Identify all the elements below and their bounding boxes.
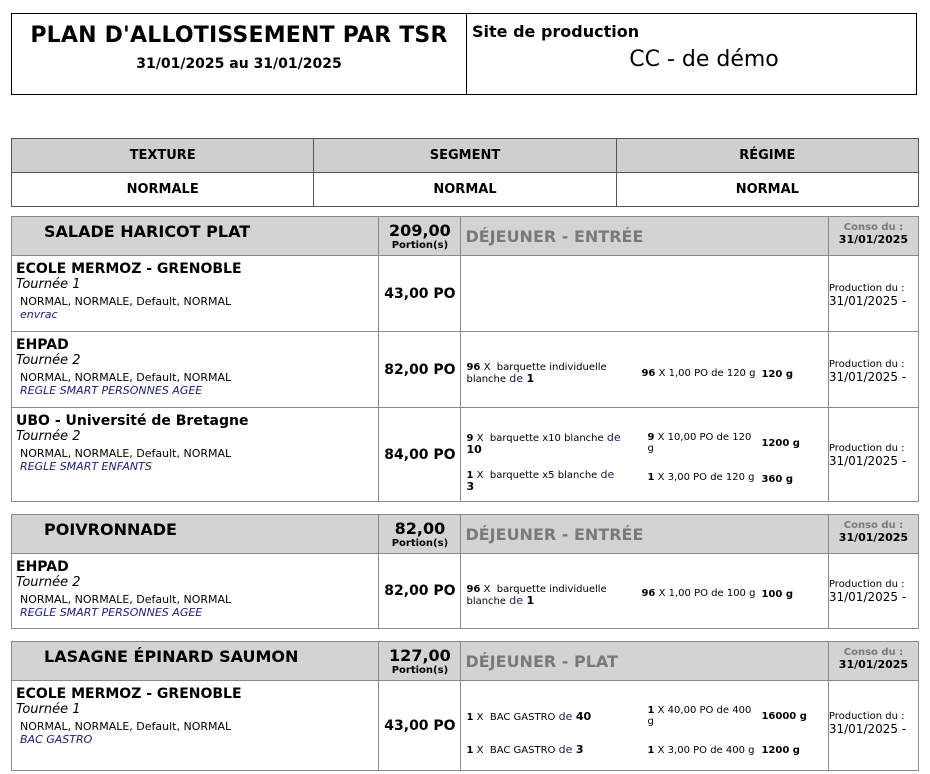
production-label: Production du : (828, 359, 905, 370)
client-packages (461, 332, 828, 408)
client-tour: Tournée 2 (16, 353, 81, 368)
package-times-2: X (657, 705, 665, 716)
package-de-number: 3 (466, 480, 475, 493)
package-times-2: X (658, 588, 666, 599)
client-row (12, 681, 919, 771)
production-date: 31/01/2025 - (828, 294, 907, 308)
package-weight: 100 g (761, 589, 793, 600)
client-tour: Tournée 1 (16, 702, 81, 717)
filter-value-segment: NORMAL (314, 173, 616, 207)
package-de: de (606, 431, 621, 444)
package-count: 9 (466, 433, 474, 444)
client-row (12, 554, 919, 629)
client-name: ECOLE MERMOZ - GRENOBLE (16, 686, 242, 702)
client-tags: NORMAL, NORMALE, Default, NORMAL (20, 295, 232, 308)
product-total: 127,00 (389, 646, 451, 665)
package-times-2: X (657, 432, 665, 443)
client-rule: envrac (20, 308, 58, 321)
client-name: EHPAD (16, 559, 69, 575)
package-label: BAC GASTRO (489, 712, 556, 723)
package-detail (641, 368, 755, 379)
client-quantity: 43,00 PO (379, 256, 461, 332)
package-label-2: blanche (466, 596, 507, 607)
package-desc (466, 584, 626, 607)
client-rule: REGLE SMART ENFANTS (20, 460, 152, 473)
report-header (11, 13, 917, 95)
package-desc (466, 744, 583, 756)
package-detail (647, 705, 752, 727)
package-weight: 16000 g (761, 711, 807, 722)
package-detail (647, 432, 752, 454)
package-weight: 360 g (761, 474, 793, 485)
product-total: 209,00 (389, 221, 451, 240)
package-de-number: 40 (575, 710, 592, 723)
product-meal: DÉJEUNER - ENTRÉE (465, 227, 644, 246)
package-count: 1 (466, 470, 474, 481)
conso-date: 31/01/2025 (838, 531, 909, 544)
package-desc (466, 432, 631, 456)
product-meal: DÉJEUNER - PLAT (465, 652, 618, 671)
package-count: 96 (466, 362, 481, 373)
client-row (12, 256, 919, 332)
client-tour: Tournée 2 (16, 429, 81, 444)
package-de-number: 10 (466, 443, 482, 456)
client-tags: NORMAL, NORMALE, Default, NORMAL (20, 593, 232, 606)
package-count-2: 1 (647, 745, 655, 756)
product-block (11, 641, 919, 771)
client-quantity: 82,00 PO (379, 332, 461, 408)
package-de-number: 1 (526, 594, 535, 607)
package-desc (466, 469, 631, 493)
package-label: barquette x5 blanche (489, 470, 598, 481)
product-header-row (12, 217, 919, 256)
product-total-unit: Portion(s) (391, 538, 449, 549)
client-rule: REGLE SMART PERSONNES AGEE (20, 606, 203, 619)
package-de: de (558, 710, 573, 723)
client-tour: Tournée 2 (16, 575, 81, 590)
package-de-number: 1 (526, 372, 535, 385)
package-label: BAC GASTRO (489, 745, 556, 756)
package-label: barquette individuelle (496, 362, 607, 373)
client-packages (461, 681, 828, 771)
client-tags: NORMAL, NORMALE, Default, NORMAL (20, 720, 232, 733)
report-date-range: 31/01/2025 au 31/01/2025 (136, 56, 342, 72)
production-site-block (467, 14, 916, 94)
package-times: X (476, 470, 484, 481)
production-label: Production du : (828, 711, 905, 722)
package-de: de (509, 594, 523, 607)
report-title-block (12, 14, 467, 94)
product-header-row (12, 642, 919, 681)
package-de: de (509, 372, 523, 385)
product-name: LASAGNE ÉPINARD SAUMON (44, 647, 299, 666)
client-name: UBO - Université de Bretagne (16, 413, 249, 429)
filter-header-segment: SEGMENT (314, 139, 616, 173)
package-desc (466, 362, 626, 385)
filter-header-texture: TEXTURE (12, 139, 314, 173)
production-date: 31/01/2025 - (828, 454, 907, 468)
package-detail (641, 588, 755, 599)
package-label: barquette x10 blanche (489, 433, 604, 444)
package-portion-detail: 10,00 PO de 120 g (647, 432, 752, 454)
client-row (12, 332, 919, 408)
package-times-2: X (658, 368, 666, 379)
package-de: de (600, 468, 615, 481)
package-weight: 120 g (761, 369, 793, 380)
product-name: SALADE HARICOT PLAT (44, 222, 251, 241)
package-weight: 1200 g (761, 745, 800, 756)
package-weight: 1200 g (761, 438, 800, 449)
product-total: 82,00 (394, 519, 446, 538)
filter-value-regime: NORMAL (616, 173, 918, 207)
client-rule: BAC GASTRO (20, 733, 93, 746)
production-date: 31/01/2025 - (828, 590, 907, 604)
package-portion-detail: 3,00 PO de 400 g (667, 745, 755, 756)
production-label: Production du : (828, 579, 905, 590)
package-times: X (483, 362, 491, 373)
package-detail (647, 472, 754, 483)
package-desc (466, 711, 591, 723)
production-site-label: Site de production (472, 22, 640, 41)
product-header-row (12, 515, 919, 554)
package-times: X (483, 584, 491, 595)
conso-label: Conso du : (843, 647, 904, 658)
package-times-2: X (657, 472, 665, 483)
package-de: de (558, 743, 573, 756)
conso-date: 31/01/2025 (838, 233, 909, 246)
filter-value-texture: NORMALE (12, 173, 314, 207)
package-label: barquette individuelle (496, 584, 607, 595)
package-detail (647, 745, 754, 756)
package-times: X (476, 712, 484, 723)
production-label: Production du : (828, 283, 905, 294)
report-title: PLAN D'ALLOTISSEMENT PAR TSR (30, 23, 448, 48)
filter-header-regime: RÉGIME (616, 139, 918, 173)
package-times: X (476, 745, 484, 756)
package-count-2: 1 (647, 472, 655, 483)
client-name: ECOLE MERMOZ - GRENOBLE (16, 261, 242, 277)
package-count: 1 (466, 745, 474, 756)
package-count-2: 96 (641, 368, 656, 379)
conso-label: Conso du : (843, 222, 904, 233)
client-packages (461, 554, 828, 629)
client-tour: Tournée 1 (16, 277, 81, 292)
client-quantity: 82,00 PO (379, 554, 461, 629)
conso-label: Conso du : (843, 520, 904, 531)
product-meal: DÉJEUNER - ENTRÉE (465, 525, 644, 544)
package-count-2: 9 (647, 432, 655, 443)
client-quantity: 84,00 PO (379, 408, 461, 502)
product-block (11, 216, 919, 502)
package-times: X (476, 433, 484, 444)
client-row (12, 408, 919, 502)
client-name: EHPAD (16, 337, 69, 353)
production-date: 31/01/2025 - (828, 722, 907, 736)
package-count: 96 (466, 584, 481, 595)
package-portion-detail: 40,00 PO de 400 g (647, 705, 752, 727)
package-times-2: X (657, 745, 665, 756)
product-total-unit: Portion(s) (391, 240, 449, 251)
package-count-2: 96 (641, 588, 656, 599)
package-count-2: 1 (647, 705, 655, 716)
client-packages (461, 408, 828, 502)
client-quantity: 43,00 PO (379, 681, 461, 771)
package-portion-detail: 3,00 PO de 120 g (667, 472, 755, 483)
package-portion-detail: 1,00 PO de 120 g (668, 368, 756, 379)
package-label-2: blanche (466, 374, 507, 385)
package-count: 1 (466, 712, 474, 723)
client-packages (461, 256, 828, 332)
product-name: POIVRONNADE (44, 520, 177, 539)
client-tags: NORMAL, NORMALE, Default, NORMAL (20, 447, 232, 460)
package-de-number: 3 (575, 743, 584, 756)
product-block (11, 514, 919, 629)
package-portion-detail: 1,00 PO de 100 g (668, 588, 756, 599)
client-rule: REGLE SMART PERSONNES AGEE (20, 384, 203, 397)
conso-date: 31/01/2025 (838, 658, 909, 671)
product-total-unit: Portion(s) (391, 665, 449, 676)
client-tags: NORMAL, NORMALE, Default, NORMAL (20, 371, 232, 384)
filters-table (11, 138, 919, 207)
production-date: 31/01/2025 - (828, 370, 907, 384)
production-site-value: CC - de démo (629, 47, 779, 72)
production-label: Production du : (828, 443, 905, 454)
